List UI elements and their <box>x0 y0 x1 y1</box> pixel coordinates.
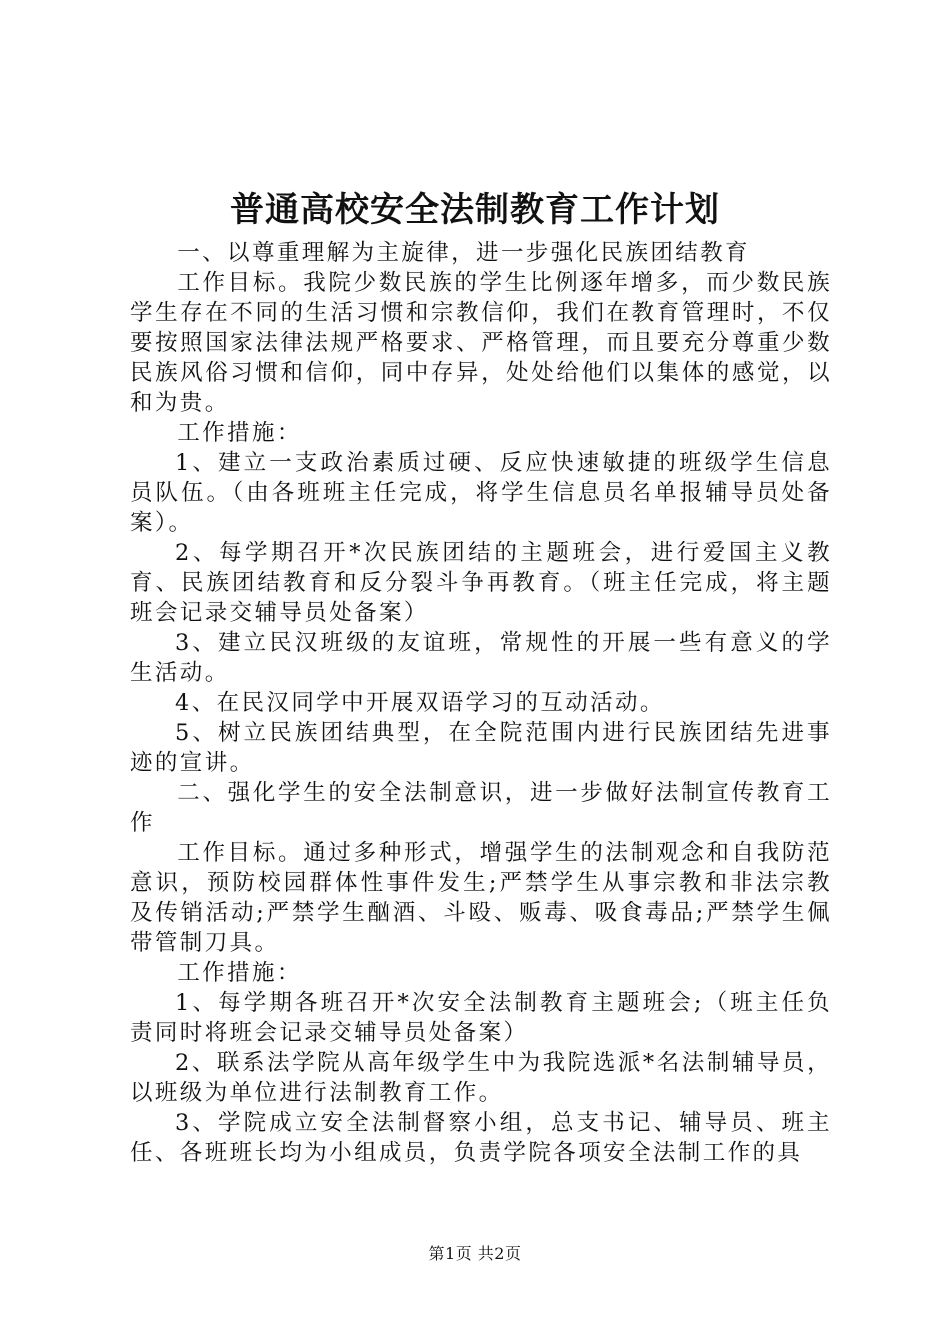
list-item-1-3: 3、建立民汉班级的友谊班，常规性的开展一些有意义的学生活动。 <box>130 630 832 686</box>
section-heading-1: 一、以尊重理解为主旋律，进一步强化民族团结教育 <box>177 240 750 266</box>
paragraph-goal-1: 工作目标。我院少数民族的学生比例逐年增多，而少数民族学生存在不同的生活习惯和宗教信仰，我们在教育管理时，不仅要按照国家法律法规严格要求、严格管理，而且要充分尊重少数民族风俗习惯和信仰，同中存异，处处给他们以集体的感觉，以和为贵。 <box>130 270 832 416</box>
list-item-2-2: 2、联系法学院从高年级学生中为我院选派*名法制辅导员，以班级为单位进行法制教育工作。 <box>130 1050 832 1106</box>
list-item-1-5: 5、树立民族团结典型，在全院范围内进行民族团结先进事迹的宣讲。 <box>130 720 832 776</box>
paragraph-measures-label-1: 工作措施： <box>177 420 302 446</box>
document-body <box>130 238 832 1168</box>
list-item-1-2: 2、每学期召开*次民族团结的主题班会，进行爱国主义教育、民族团结教育和反分裂斗争再教育。（班主任完成，将主题班会记录交辅导员处备案） <box>130 540 832 626</box>
list-item-1-4: 4、在民汉同学中开展双语学习的互动活动。 <box>175 690 665 716</box>
list-item-1-1: 1、建立一支政治素质过硬、反应快速敏捷的班级学生信息员队伍。（由各班班主任完成，将学生信息员名单报辅导员处备案）。 <box>130 450 832 536</box>
document-title: 普通高校安全法制教育工作计划 <box>230 190 720 230</box>
list-item-2-3: 3、学院成立安全法制督察小组，总支书记、辅导员、班主任、各班班长均为小组成员，负责学院各项安全法制工作的具 <box>130 1110 832 1166</box>
list-item-2-1: 1、每学期各班召开*次安全法制教育主题班会;（班主任负责同时将班会记录交辅导员处备案） <box>130 990 832 1046</box>
section-heading-2: 二、强化学生的安全法制意识，进一步做好法制宣传教育工作 <box>130 780 832 836</box>
paragraph-measures-label-2: 工作措施： <box>177 960 302 986</box>
page-number-footer: 第1页 共2页 <box>428 1244 522 1263</box>
paragraph-goal-2: 工作目标。通过多种形式，增强学生的法制观念和自我防范意识，预防校园群体性事件发生;严禁学生从事宗教和非法宗教及传销活动;严禁学生酗酒、斗殴、贩毒、吸食毒品;严禁学生佩带管制刀具。 <box>130 840 832 956</box>
